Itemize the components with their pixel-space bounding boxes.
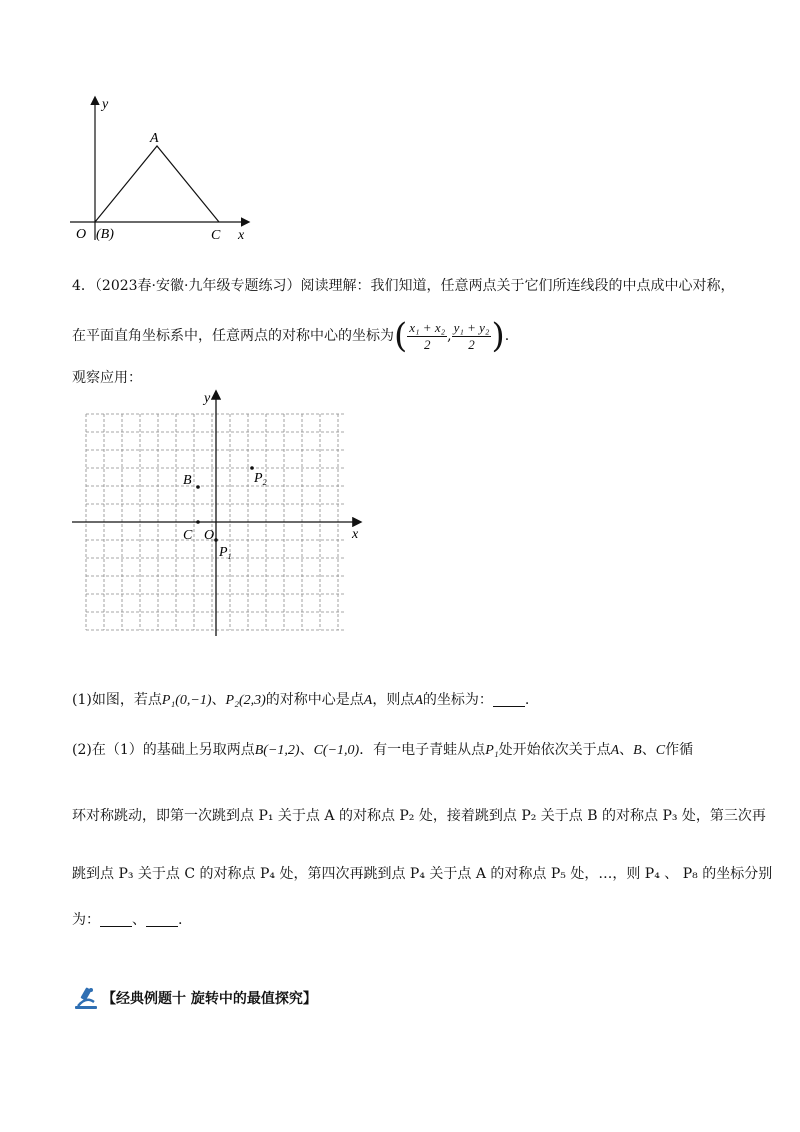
section-title: 【经典例题十 旋转中的最值探究】 <box>102 991 317 1007</box>
paren-open: ( <box>394 316 408 356</box>
grid-coordinate-figure <box>70 388 370 640</box>
fig2-b-label: B <box>183 473 192 488</box>
answer-blank-a[interactable] <box>493 692 525 707</box>
section-header <box>72 986 317 1010</box>
observe-label: 观察应用： <box>72 370 142 386</box>
point-b <box>196 485 200 489</box>
fig1-b-label: (B) <box>96 227 114 242</box>
fig1-c-label: C <box>211 228 221 243</box>
question-2-line1: (2)在（1）的基础上另取两点B(−1,2)、C(−1,0)．有一电子青蛙从点P₁处开始依次关于点A、B、C作循 <box>72 742 694 758</box>
problem-number: 4． <box>72 278 95 294</box>
fig1-y-label: y <box>102 97 109 112</box>
question-2-line4: 为： 、 . <box>72 912 183 928</box>
question-2-line2: 环对称跳动，即第一次跳到点 P₁ 关于点 A 的对称点 P₂ 处，接着跳到点 P₂ 关于点 B 的对称点 P₃ 处，第三次再 <box>72 808 766 824</box>
point-c <box>196 520 200 524</box>
fig2-y-label: y <box>204 391 211 406</box>
fig1-a-label: A <box>150 131 159 146</box>
answer-blank-p8[interactable] <box>146 912 178 927</box>
fig2-c-label: C <box>183 528 193 543</box>
fig2-x-label: x <box>352 527 359 542</box>
answer-blank-p4[interactable] <box>100 912 132 927</box>
fraction-x: $\frac{\text{x₁ + x₂}}{2}$ <box>409 319 446 352</box>
microscope-icon <box>72 986 102 1010</box>
fig2-p1-label: $P_1$ <box>219 545 232 561</box>
formula-intro: 在平面直角坐标系中，任意两点的对称中心的坐标为 <box>72 328 394 344</box>
comma: , <box>447 328 452 344</box>
triangle-oac <box>95 146 219 222</box>
point-p2 <box>250 466 254 470</box>
point-b-coord: B(−1,2) <box>254 743 300 758</box>
fig1-o-label: O <box>76 227 87 242</box>
question-1: (1)如图，若点P₁(0,−1)、P₂(2,3)的对称中心是点A，则点A的坐标为： . <box>72 692 530 708</box>
point-p2-coord: P₂(2,3) <box>225 693 266 708</box>
point-p1-coord: P₁(0,−1) <box>161 693 212 708</box>
paren-close: ) <box>491 316 505 356</box>
problem-source: （2023春·安徽·九年级专题练习） <box>94 278 301 294</box>
fig1-x-label: x <box>238 228 245 243</box>
fig2-o-label: O <box>204 528 215 543</box>
problem-intro: 阅读理解：我们知道，任意两点关于它们所连线段的中点成中心对称， <box>300 278 735 294</box>
point-c-coord: C(−1,0) <box>313 743 360 758</box>
triangle-figure <box>70 94 255 244</box>
fig2-p2-label: $P_2$ <box>254 471 267 487</box>
question-2-line3: 跳到点 P₃ 关于点 C 的对称点 P₄ 处，第四次再跳到点 P₄ 关于点 A 的对称点 P₅ 处，…，则 P₄ 、 P₈ 的坐标分别 <box>72 866 773 882</box>
problem4-line1 <box>72 276 734 296</box>
problem4-line2: 在平面直角坐标系中，任意两点的对称中心的坐标为( $\frac{\text{x₁ + x₂}}{2}$ , $\frac{\text{y₁ + y₂}}{2}$ ). <box>72 316 510 356</box>
fraction-y: $\frac{\text{y₁ + y₂}}{2}$ <box>453 319 490 352</box>
point-p1 <box>214 538 218 542</box>
